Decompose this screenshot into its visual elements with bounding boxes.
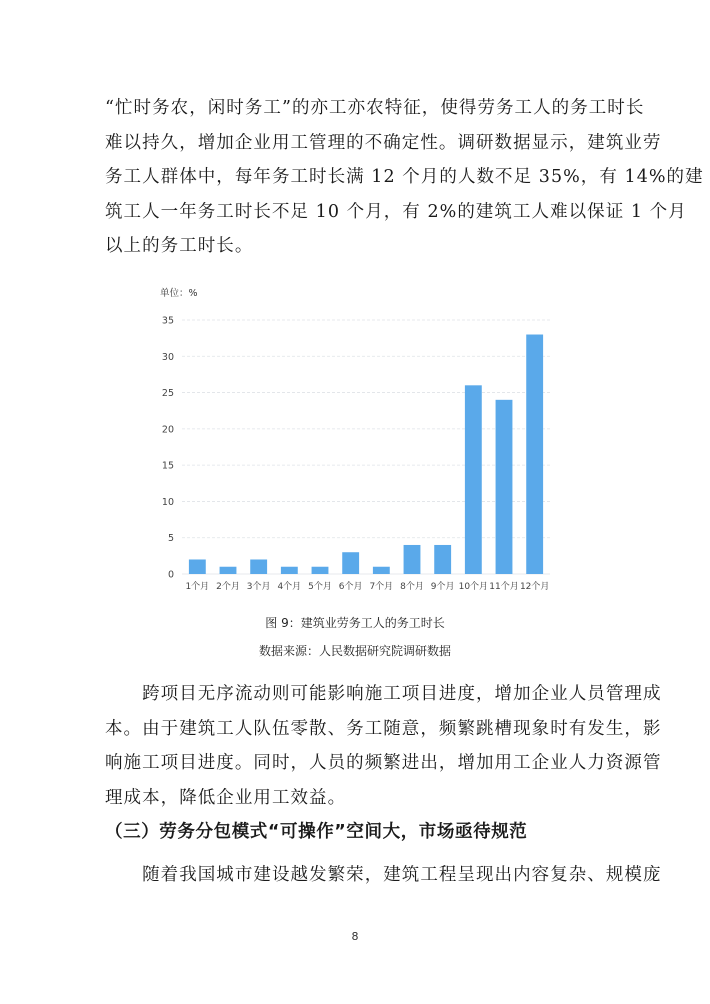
bar-7个月: [373, 567, 390, 574]
bar-4个月: [281, 567, 298, 574]
text-line: 本。由于建筑工人队伍零散、务工随意，频繁跳槽现象时有发生，影: [105, 718, 662, 739]
x-tick-label: 10个月: [458, 582, 489, 592]
paragraph-project-mobility: [105, 677, 662, 815]
bar-2个月: [220, 567, 237, 574]
x-tick-label: 4个月: [277, 582, 302, 592]
bar-6个月: [342, 552, 359, 574]
paragraph-urban-construction: [105, 858, 662, 893]
bar-10个月: [465, 385, 482, 574]
figure-caption: 图 9：建筑业劳务工人的务工时长: [265, 616, 445, 630]
y-tick-label: 5: [167, 533, 174, 545]
y-tick-label: 35: [161, 315, 174, 327]
page-number: 8: [351, 930, 359, 943]
text-line: 随着我国城市建设越发繁荣，建筑工程呈现出内容复杂、规模庞: [105, 865, 662, 885]
bar-5个月: [312, 567, 329, 574]
work-duration-bar-chart: [150, 282, 570, 602]
chart-gridlines: [182, 320, 550, 574]
text-line: 以上的务工时长。: [105, 236, 254, 257]
x-tick-label: 11个月: [489, 582, 519, 592]
bar-8个月: [404, 545, 421, 574]
x-tick-label: 5个月: [308, 582, 332, 592]
text-line: “忙时务农，闲时务工”的亦工亦农特征，使得劳务工人的务工时长: [105, 98, 645, 118]
paragraph-intro: [105, 91, 704, 264]
text-line: 筑工人一年务工时长不足 10 个月，有 2%的建筑工人难以保证 1 个月: [105, 201, 687, 222]
bar-1个月: [189, 559, 206, 574]
y-tick-label: 10: [161, 496, 174, 508]
section-heading: （三）劳务分包模式“可操作”空间大，市场亟待规范: [105, 822, 528, 842]
chart-x-axis: [185, 580, 549, 592]
bar-12个月: [526, 335, 543, 574]
x-tick-label: 12个月: [519, 582, 550, 592]
figure-source: 数据来源：人民数据研究院调研数据: [258, 644, 451, 658]
y-tick-label: 25: [161, 388, 174, 400]
x-tick-label: 9个月: [430, 582, 455, 592]
bar-11个月: [496, 400, 513, 574]
y-tick-label: 30: [161, 351, 174, 363]
x-tick-label: 3个月: [246, 582, 271, 592]
x-tick-label: 7个月: [369, 582, 394, 592]
x-tick-label: 2个月: [216, 582, 240, 592]
text-line: 务工人群体中，每年务工时长满 12 个月的人数不足 35%，有 14%的建: [105, 167, 704, 188]
y-tick-label: 0: [167, 569, 174, 581]
x-tick-label: 8个月: [400, 582, 424, 592]
text-line: 响施工项目进度。同时，人员的频繁进出，增加用工企业人力资源管: [105, 753, 662, 774]
y-tick-label: 15: [161, 460, 174, 472]
y-tick-label: 20: [161, 424, 174, 436]
chart-y-axis: [162, 316, 174, 581]
chart-unit-label: 单位：%: [160, 288, 198, 299]
text-line: 理成本，降低企业用工效益。: [105, 787, 347, 808]
x-tick-label: 6个月: [338, 582, 363, 592]
text-line: 难以持久，增加企业用工管理的不确定性。调研数据显示，建筑业劳: [105, 132, 662, 153]
bar-9个月: [434, 545, 451, 574]
x-tick-label: 1个月: [185, 582, 210, 592]
text-line: 跨项目无序流动则可能影响施工项目进度，增加企业人员管理成: [105, 684, 662, 704]
bar-3个月: [250, 559, 267, 574]
